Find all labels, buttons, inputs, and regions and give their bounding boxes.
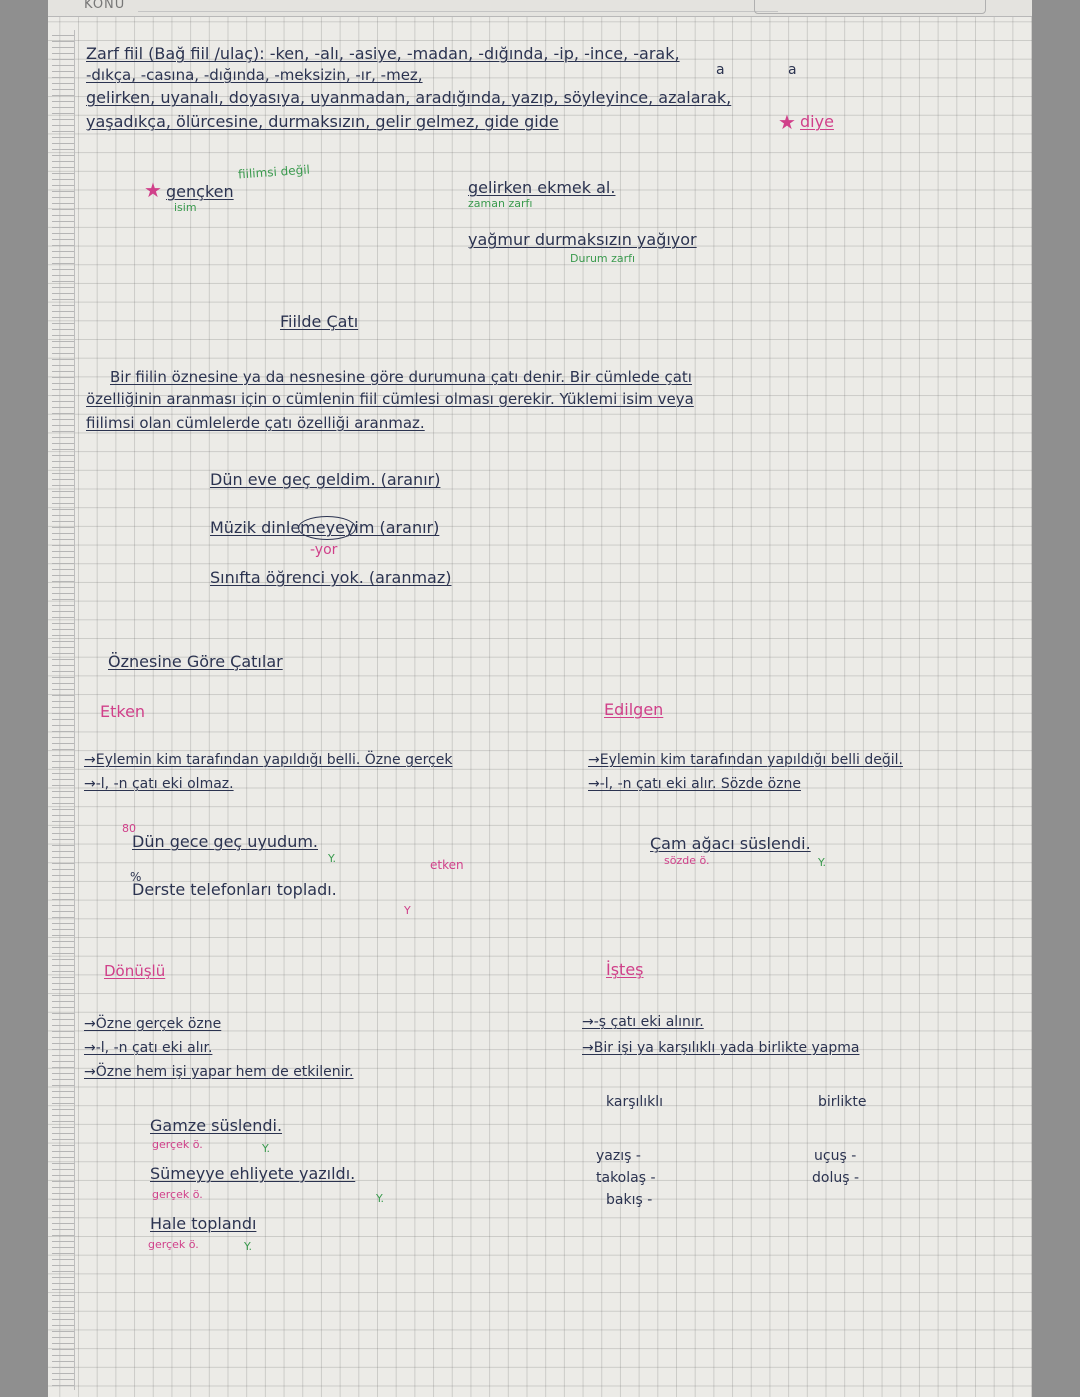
edilgen-example-label-2: Y. <box>818 856 826 869</box>
cati-definition-line3: fiilimsi olan cümlelerde çatı özelliği aranmaz. <box>86 414 425 432</box>
edilgen-rule-2: →-l, -n çatı eki alır. Sözde özne <box>588 776 801 792</box>
cati-example-2-post: yeyim (aranır) <box>325 518 440 537</box>
cati-definition-line2: özelliğinin aranması için o cümlenin fiil cümlesi olması gerekir. Yüklemi isim veya <box>86 390 694 408</box>
konu-label: KONU <box>84 0 126 12</box>
zarf-fiil-mark-a2: a <box>788 62 797 78</box>
example-gencken-label: isim <box>174 201 197 214</box>
etken-example-1-prefix: 80 <box>122 822 136 835</box>
istes-title: İşteş <box>606 960 644 979</box>
istes-karsilikli-item: yazış - <box>596 1148 641 1164</box>
donuslu-example-1-label-1: gerçek ö. <box>152 1138 203 1151</box>
donuslu-rule-2: →-l, -n çatı eki alır. <box>84 1040 213 1056</box>
donuslu-rule-1: →Özne gerçek özne <box>84 1016 222 1032</box>
cati-example-2-pre: Müzik din <box>210 518 286 537</box>
istes-birlikte-item: doluş - <box>812 1170 860 1186</box>
etken-note: etken <box>430 858 464 872</box>
etken-example-1-label: Y. <box>328 852 336 865</box>
donuslu-example-2: Sümeyye ehliyete yazıldı. <box>150 1164 356 1183</box>
note-fiilimsi-degil: fiilimsi değil <box>237 162 311 182</box>
cati-example-2-circled: leme <box>285 518 326 537</box>
example-gelirken-label: zaman zarfı <box>468 197 533 210</box>
cati-example-1: Dün eve geç geldim. (aranır) <box>210 470 441 489</box>
notebook-page <box>48 0 1032 1397</box>
cati-example-2-note: -yor <box>310 542 338 558</box>
donuslu-rule-3: →Özne hem işi yapar hem de etkilenir. <box>84 1064 354 1080</box>
cati-definition-line1: Bir fiilin öznesine ya da nesnesine göre durumuna çatı denir. Bir cümlede çatı <box>110 368 692 386</box>
star-icon: ★ <box>144 178 162 202</box>
star-icon: ★ <box>778 110 796 134</box>
donuslu-example-2-label-2: Y. <box>376 1192 384 1205</box>
binding-margin <box>52 30 75 1390</box>
edilgen-rule-1: →Eylemin kim tarafından yapıldığı belli değil. <box>588 752 903 768</box>
istes-karsilikli-item: takolaş - <box>596 1170 656 1186</box>
donuslu-title: Dönüşlü <box>104 962 166 980</box>
circled-mark <box>298 516 356 540</box>
zarf-fiil-line1: Zarf fiil (Bağ fiil /ulaç): -ken, -alı, -asiye, -madan, -dığında, -ip, -ince, -arak, <box>86 44 680 63</box>
section-title-oznesine-gore: Öznesine Göre Çatılar <box>108 652 283 671</box>
donuslu-example-1: Gamze süslendi. <box>150 1116 283 1135</box>
example-gelirken: gelirken ekmek al. <box>468 178 616 197</box>
cati-example-3: Sınıfta öğrenci yok. (aranmaz) <box>210 568 452 587</box>
header-date-box <box>754 0 986 14</box>
istes-col-karsilikli: karşılıklı <box>606 1094 664 1110</box>
donuslu-example-3-label-2: Y. <box>244 1240 252 1253</box>
etken-example-2-prefix: % <box>130 870 142 884</box>
istes-birlikte-item: uçuş - <box>814 1148 857 1164</box>
istes-rule-2: →Bir işi ya karşılıklı yada birlikte yapma <box>582 1040 860 1056</box>
donuslu-example-3: Hale toplandı <box>150 1214 257 1233</box>
etken-rule-2: →-l, -n çatı eki olmaz. <box>84 776 234 792</box>
zarf-fiil-mark-a1: a <box>716 62 725 78</box>
example-yagmur-label: Durum zarfı <box>570 252 636 265</box>
zarf-fiil-line3: gelirken, uyanalı, doyasıya, uyanmadan, aradığında, yazıp, söyleyince, azalarak, <box>86 88 732 107</box>
etken-example-1: Dün gece geç uyudum. <box>132 832 319 851</box>
edilgen-title: Edilgen <box>604 700 664 719</box>
donuslu-example-1-label-2: Y. <box>262 1142 270 1155</box>
etken-title: Etken <box>100 702 146 721</box>
page-header <box>48 0 1032 17</box>
istes-col-birlikte: birlikte <box>818 1094 867 1110</box>
zarf-fiil-diye: diye <box>800 112 834 131</box>
example-yagmur: yağmur durmaksızın yağıyor <box>468 230 697 249</box>
istes-karsilikli-item: bakış - <box>606 1192 653 1208</box>
section-title-fiilde-cati: Fiilde Çatı <box>280 312 359 331</box>
donuslu-example-2-label-1: gerçek ö. <box>152 1188 203 1201</box>
donuslu-example-3-label-1: gerçek ö. <box>148 1238 199 1251</box>
etken-example-2: Derste telefonları topladı. <box>132 880 337 899</box>
zarf-fiil-line4: yaşadıkça, ölürcesine, durmaksızın, gelir gelmez, gide gide <box>86 112 559 131</box>
edilgen-example: Çam ağacı süslendi. <box>650 834 811 853</box>
header-rule <box>138 11 778 12</box>
example-gencken: gençken <box>166 182 234 201</box>
istes-rule-1: →-ş çatı eki alınır. <box>582 1014 704 1030</box>
edilgen-example-label-1: sözde ö. <box>664 854 710 867</box>
etken-example-2-label: Y <box>404 904 411 917</box>
etken-rule-1: →Eylemin kim tarafından yapıldığı belli. Özne gerçek <box>84 752 453 768</box>
zarf-fiil-line2: -dıkça, -casına, -dığında, -meksizin, -ır, -mez, <box>86 66 423 84</box>
